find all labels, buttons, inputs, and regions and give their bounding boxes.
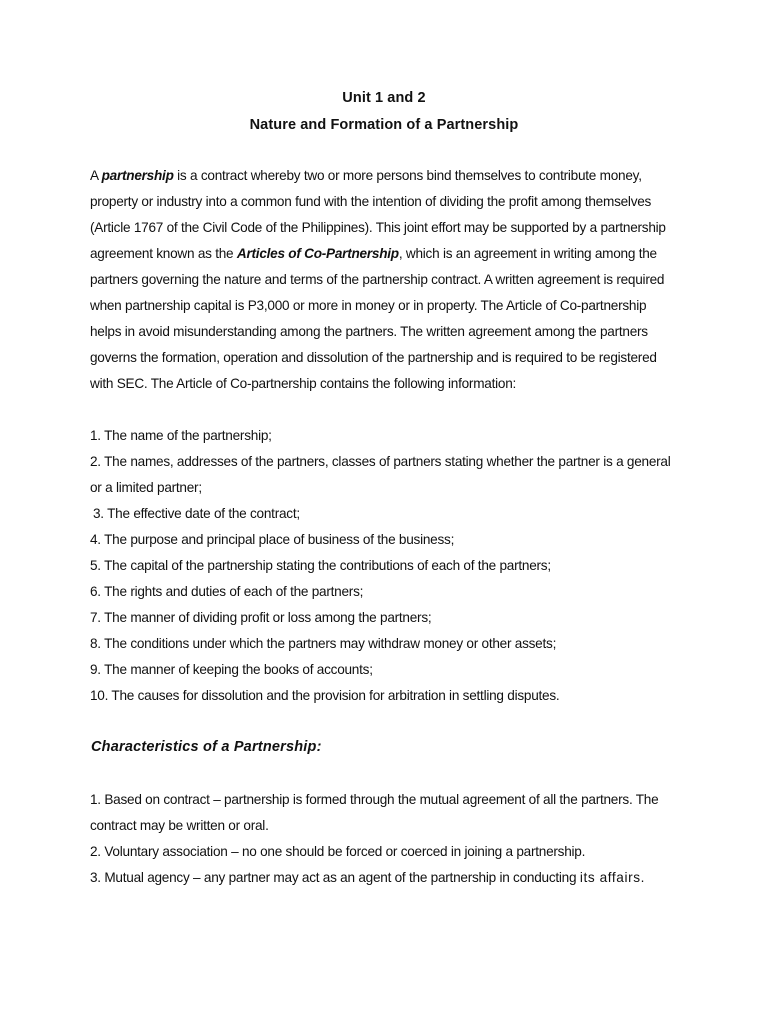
intro-line-7: helps in avoid misunderstanding among the partners. The written agreement among the partners <box>90 324 648 339</box>
document-subtitle: Nature and Formation of a Partnership <box>249 117 519 133</box>
list-item: 8. The conditions under which the partners may withdraw money or other assets; <box>90 636 557 651</box>
characteristic-3-text: 3. Mutual agency – any partner may act as an agent of the partnership in conducting <box>90 870 580 885</box>
list-item: 1. Based on contract – partnership is formed through the mutual agreement of all the partners. The <box>90 792 659 807</box>
document-title: Unit 1 and 2 <box>342 90 426 106</box>
list-item <box>90 870 645 885</box>
characteristics-heading: Characteristics of a Partnership: <box>91 739 322 755</box>
intro-line-8: governs the formation, operation and dissolution of the partnership and is required to be registered <box>90 350 657 365</box>
intro-line-9: with SEC. The Article of Co-partnership contains the following information: <box>90 376 517 391</box>
intro-line-3: (Article 1767 of the Civil Code of the Philippines). This joint effort may be supported by a partnership <box>90 220 666 235</box>
list-item: contract may be written or oral. <box>90 818 269 833</box>
list-item: 6. The rights and duties of each of the partners; <box>90 584 364 599</box>
list-item: 1. The name of the partnership; <box>90 428 272 443</box>
characteristic-3-tail: its affairs. <box>579 870 645 885</box>
list-item: 4. The purpose and principal place of business of the business; <box>90 532 455 547</box>
intro-line-4-post: , which is an agreement in writing among the <box>398 246 657 261</box>
list-item: 2. Voluntary association – no one should be forced or coerced in joining a partnership. <box>90 844 586 859</box>
list-item: 9. The manner of keeping the books of accounts; <box>90 662 373 677</box>
list-item: 5. The capital of the partnership stating the contributions of each of the partners; <box>90 558 551 573</box>
list-item: or a limited partner; <box>90 480 202 495</box>
partnership-term: partnership <box>101 168 174 183</box>
intro-line-1-pre: A <box>90 168 102 183</box>
intro-line-1-post: is a contract whereby two or more persons bind themselves to contribute money, <box>173 168 642 183</box>
intro-line-6: when partnership capital is P3,000 or more in money or in property. The Article of Co-partnership <box>90 298 647 313</box>
list-item: 10. The causes for dissolution and the provision for arbitration in settling disputes. <box>90 688 560 703</box>
intro-line-4 <box>90 246 657 261</box>
intro-line-4-pre: agreement known as the <box>90 246 237 261</box>
intro-line-5: partners governing the nature and terms of the partnership contract. A written agreement is required <box>90 272 665 287</box>
list-item: 3. The effective date of the contract; <box>93 506 300 521</box>
intro-line-1 <box>90 168 642 183</box>
list-item: 2. The names, addresses of the partners, classes of partners stating whether the partner is a general <box>90 454 671 469</box>
list-item: 7. The manner of dividing profit or loss among the partners; <box>90 610 432 625</box>
intro-line-2: property or industry into a common fund with the intention of dividing the profit among themselves <box>90 194 652 209</box>
articles-term: Articles of Co-Partnership <box>236 246 399 261</box>
